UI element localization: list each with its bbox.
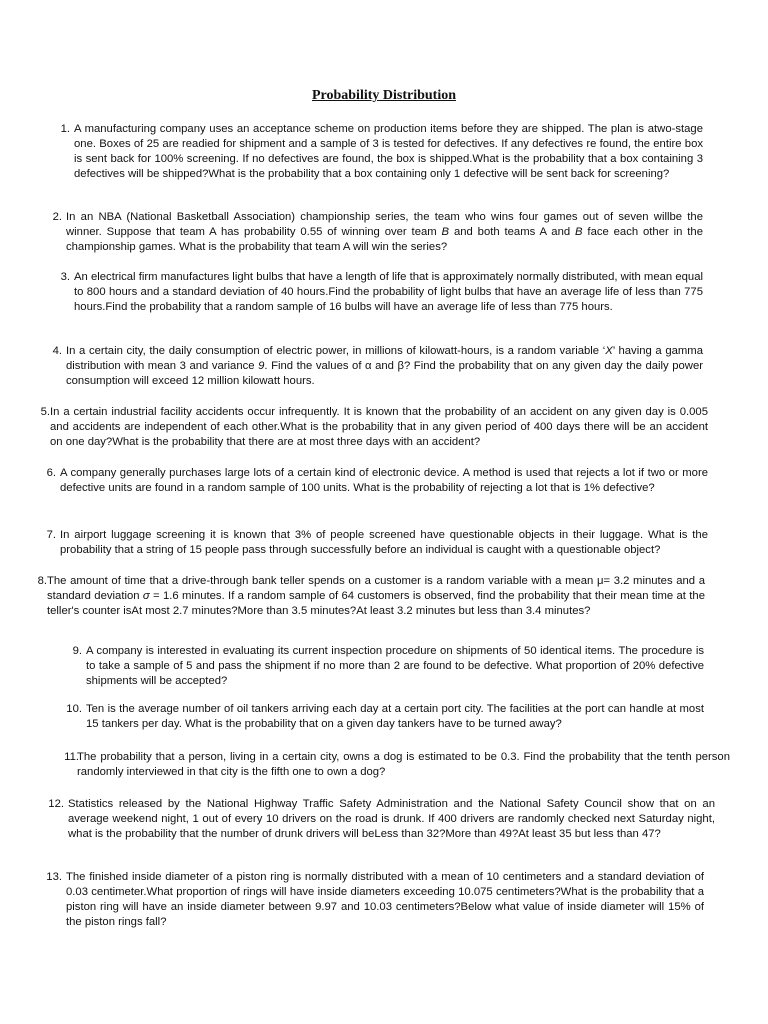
question-text: In a certain industrial facility accidents occur infrequently. It is known that the probability of an accident on any given day is 0.005 and accidents are independent of each other.What is the probability that in any given period of 400 days there will be an accident on one day?What is the probability that there are at most three days with an accident? — [50, 406, 708, 448]
question-4 — [52, 344, 703, 389]
question-9 — [72, 644, 704, 689]
team-variable: B — [441, 226, 450, 238]
question-text-part: = 1.6 minutes. If a random sample of 64 customers is observed, find the probability that their mean time at the teller's counter isAt most 2.7 minutes?More than 3.5 minutes?At least 3.2 minutes but less than 3.4 minutes? — [47, 590, 705, 617]
question-text: The finished inside diameter of a piston ring is normally distributed with a mean of 10 centimeters and a standard deviation of 0.03 centimeter.What proportion of rings will have inside diameters exceeding 10.075 centimeters?What is the probability that a piston ring will have an inside diameter between 9.97 and 10.03 centimeters?Below what value of inside diameter will 15% of the piston rings fall? — [66, 871, 704, 928]
question-text: In airport luggage screening it is known that 3% of people screened have questionable objects in their luggage. What is the probability that a string of 15 people pass through successfully before an individual is caught with a questionable object? — [60, 529, 708, 556]
question-text-part: The amount of time that a drive-through bank teller spends on a customer is a random variable with a mean μ= 3.2 minutes and a standard deviation — [47, 575, 705, 602]
question-text-part: and both teams A and — [449, 226, 576, 238]
question-1 — [60, 122, 703, 182]
question-6 — [46, 466, 708, 496]
question-2 — [52, 210, 703, 255]
variance-value: 9 — [258, 360, 265, 372]
random-variable: X — [605, 345, 613, 357]
question-7 — [46, 528, 708, 558]
question-number: 5. — [40, 406, 50, 418]
question-number: 12. — [48, 798, 64, 810]
question-number: 13. — [46, 871, 62, 883]
question-text: An electrical firm manufactures light bulbs that have a length of life that is approximately normally distributed, with mean equal to 800 hours and a standard deviation of 40 hours.Find the probability of light bulbs that have an average life of less than 775 hours.Find the probability that a random sample of 16 bulbs will have an average life of less than 775 hours. — [74, 271, 703, 313]
question-text: Ten is the average number of oil tankers arriving each day at a certain port city. The facilities at the port can handle at most 15 tankers per day. What is the probability that on a given day tankers have to be turned away? — [86, 703, 704, 730]
question-text: A manufacturing company uses an acceptance scheme on production items before they are shipped. The plan is atwo-stage one. Boxes of 25 are readied for shipment and a sample of 3 is tested for defectives. If any defectives re found, the entire box is sent back for 100% screening. If no defectives are found, the box is shipped.What is the probability that a box containing 3 defectives will be shipped?What is the probability that a box containing only 1 defective will be sent back for screening? — [74, 123, 703, 180]
team-variable: B — [575, 226, 583, 238]
question-number: 9. — [72, 645, 82, 657]
question-number: 8. — [37, 575, 47, 587]
question-text-part: In a certain city, the daily consumption of electric power, in millions of kilowatt-hours, is a random variable ‘ — [66, 345, 606, 357]
question-13 — [46, 870, 704, 930]
question-text: The probability that a person, living in a certain city, owns a dog is estimated to be 0.3. Find the probability that the tenth person randomly interviewed in that city is the fifth one to own a dog? — [77, 751, 730, 778]
question-text: A company generally purchases large lots of a certain kind of electronic device. A method is used that rejects a lot if two or more defective units are found in a random sample of 100 units. What is the probability of rejecting a lot that is 1% defective? — [60, 467, 708, 494]
question-text-part: In an NBA (National Basketball Association) championship series, the team who wins four games out of seven willbe the winner. Suppose that team A has probability 0.55 of winning over team — [66, 211, 703, 238]
question-12 — [48, 797, 715, 842]
question-10 — [66, 702, 704, 732]
question-text: Statistics released by the National Highway Traffic Safety Administration and the National Safety Council show that on an average weekend night, 1 out of every 10 drivers on the road is drunk. If 400 drivers are randomly checked next Saturday night, what is the probability that the number of drunk drivers will beLess than 32?More than 49?At least 35 but less than 47? — [68, 798, 715, 840]
question-text-part: ’ having a gamma distribution with mean 3 and variance — [66, 345, 703, 372]
question-text: A company is interested in evaluating its current inspection procedure on shipments of 50 identical items. The procedure is to take a sample of 5 and pass the shipment if no more than 2 are found to be defective. What proportion of 20% defective shipments will be accepted? — [86, 645, 704, 687]
question-number: 6. — [46, 467, 56, 479]
question-3 — [60, 270, 703, 315]
question-11 — [64, 750, 730, 780]
question-number: 1. — [60, 123, 70, 135]
question-8 — [37, 574, 705, 619]
question-5 — [40, 405, 708, 450]
question-text-part: . Find the values of α and β? Find the probability that on any given day the daily power consumption will exceed 12 million kilowatt hours. — [66, 360, 703, 387]
question-number: 4. — [52, 345, 62, 357]
sigma-symbol: σ — [142, 590, 150, 602]
page-title: Probability Distribution — [311, 88, 457, 103]
question-number: 11. — [64, 751, 79, 763]
question-number: 2. — [52, 211, 62, 223]
question-number: 3. — [60, 271, 70, 283]
question-text-part: face each other in the championship games. What is the probability that team A will win the series? — [66, 226, 703, 253]
question-number: 10. — [66, 703, 82, 715]
question-number: 7. — [46, 529, 56, 541]
